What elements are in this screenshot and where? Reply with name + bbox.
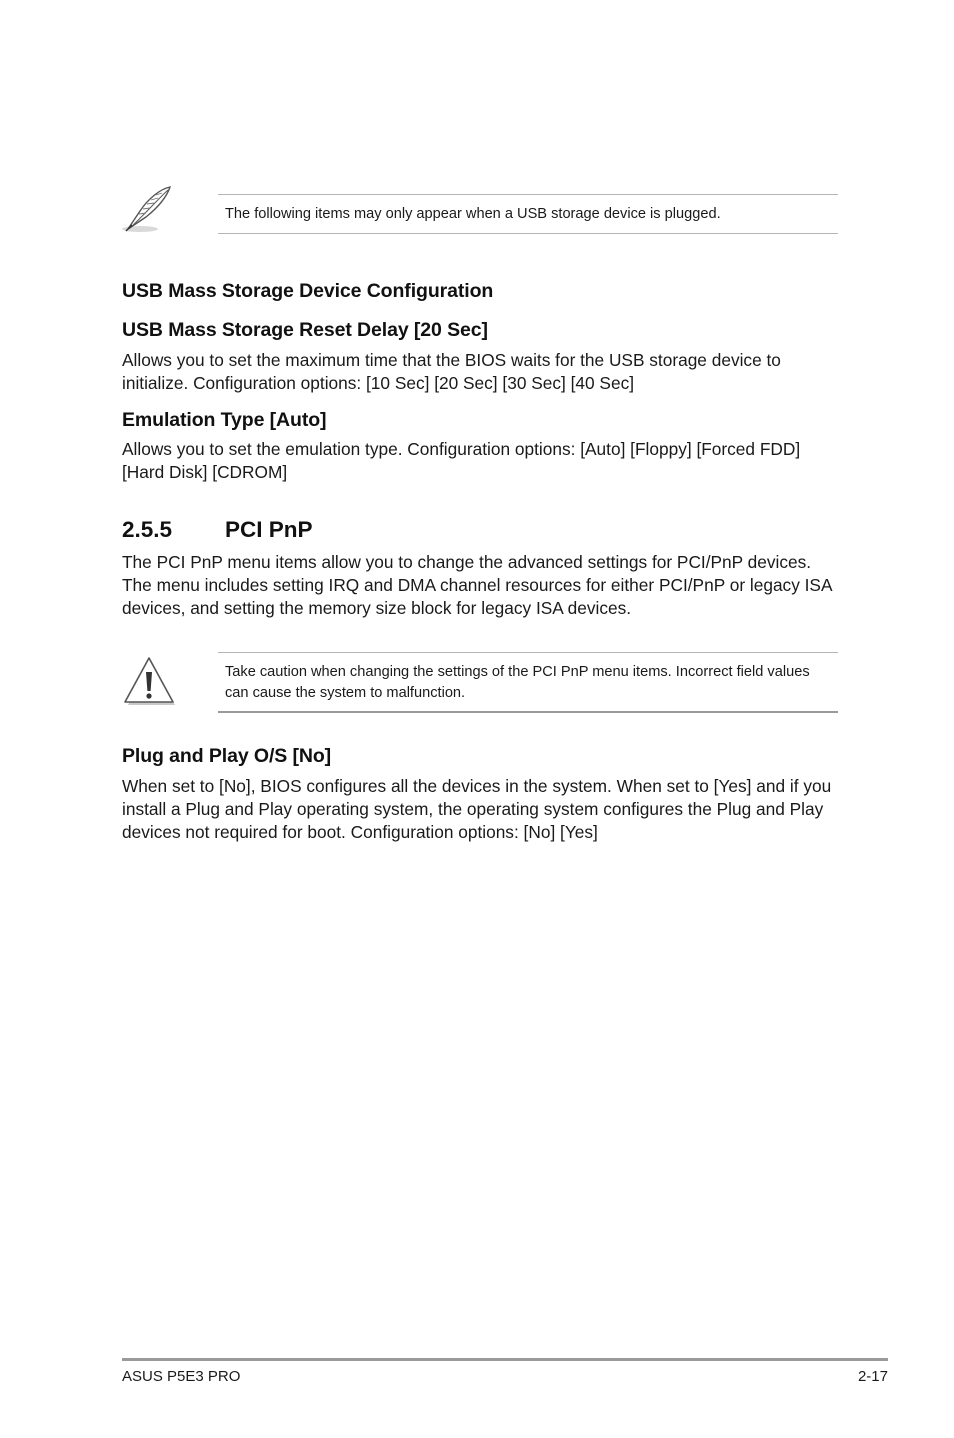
reset-delay-body: Allows you to set the maximum time that the BIOS waits for the USB storage device to initialize. Configuration options: [10 Sec] [20 Sec] [30 Sec] [40 Sec] bbox=[122, 350, 781, 394]
warning-triangle-icon bbox=[122, 655, 178, 709]
section-number: 2.5.5 bbox=[122, 517, 173, 542]
caution-text: Take caution when changing the settings of the PCI PnP menu items. Incorrect field values can cause the system to malfunction. bbox=[225, 664, 810, 701]
note-text: The following items may only appear when a USB storage device is plugged. bbox=[225, 206, 721, 222]
footer-rule bbox=[122, 1358, 888, 1361]
footer-product: ASUS P5E3 PRO bbox=[122, 1368, 241, 1385]
section-title: PCI PnP bbox=[225, 517, 313, 542]
usb-config-heading: USB Mass Storage Device Configuration bbox=[122, 280, 494, 302]
plug-play-body: When set to [No], BIOS configures all the devices in the system. When set to [Yes] and if you install a Plug and Play operating system, the operating system configures the Plug and Play devices not required for boot. Configuration options: [No] [Yes] bbox=[122, 776, 832, 843]
emulation-body: Allows you to set the emulation type. Configuration options: [Auto] [Floppy] [Forced FDD] [Hard Disk] [CDROM] bbox=[122, 439, 801, 483]
footer-page-number: 2-17 bbox=[857, 1368, 888, 1385]
emulation-heading: Emulation Type [Auto] bbox=[122, 409, 327, 431]
plug-play-heading: Plug and Play O/S [No] bbox=[122, 745, 332, 767]
feather-pen-icon bbox=[120, 183, 176, 235]
note-top-rule bbox=[218, 194, 838, 195]
reset-delay-heading: USB Mass Storage Reset Delay [20 Sec] bbox=[122, 319, 488, 341]
caution-top-rule bbox=[218, 652, 838, 653]
caution-bottom-rule bbox=[218, 711, 838, 713]
section-body: The PCI PnP menu items allow you to change the advanced settings for PCI/PnP devices. The menu includes setting IRQ and DMA channel resources for either PCI/PnP or legacy ISA devices, and setting the memory size block for legacy ISA devices. bbox=[122, 552, 832, 619]
note-bottom-rule bbox=[218, 233, 838, 234]
